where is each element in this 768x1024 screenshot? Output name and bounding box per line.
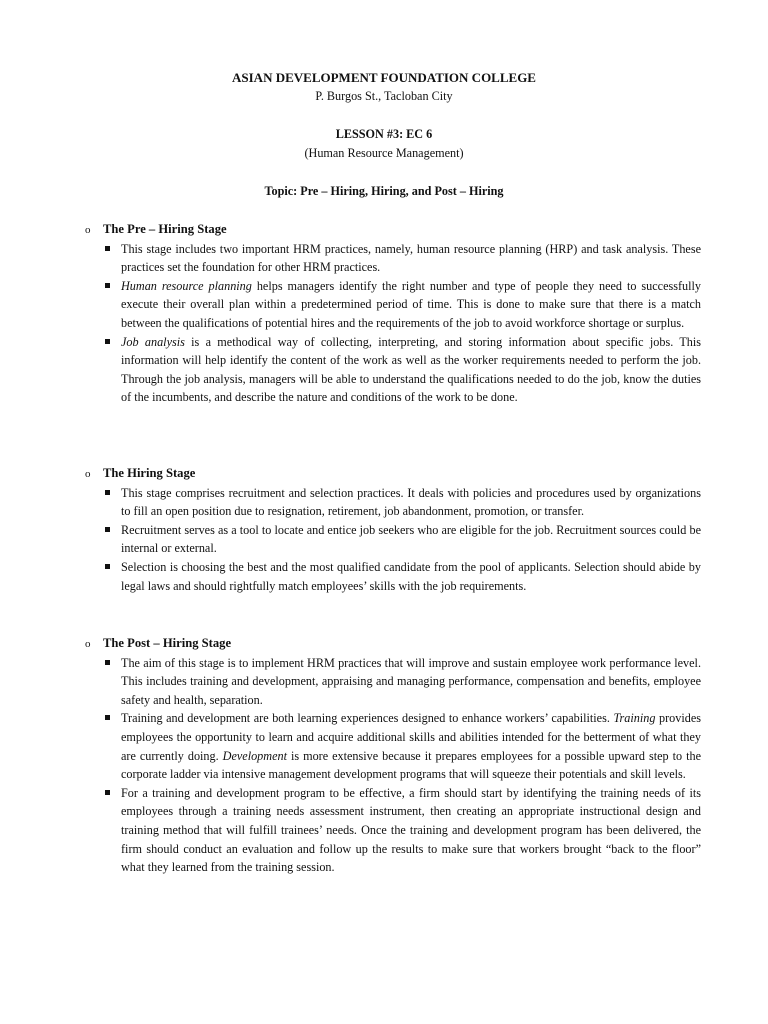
list-item	[85, 333, 701, 407]
list-item	[85, 521, 701, 558]
lesson-title: LESSON #3: EC 6	[335, 127, 433, 141]
college-address: P. Burgos St., Tacloban City	[315, 89, 453, 103]
list-item-text: This stage comprises recruitment and selection practices. It deals with policies and procedures used by organizations to fill an open position due to resignation, retirement, job abandonment, promotion, or transfer.	[121, 485, 701, 519]
subject-name: (Human Resource Management)	[304, 146, 464, 160]
term-italic: Human resource planning	[121, 278, 252, 293]
list-item-text: is a methodical way of collecting, interpreting, and storing information about specific jobs. This information will help identify the content of the work as well as the worker requirements needed to perform the job. Through the job analysis, managers will be able to understand the qualifications needed to do the job, know the duties of the incumbents, and describe the nature and conditions of the work to be done.	[121, 334, 702, 405]
circle-bullet-icon: o	[85, 224, 91, 236]
square-bullet-icon	[105, 283, 110, 288]
list-item-text: For a training and development program to be effective, a firm should start by identifying the training needs of its employees through a training needs assessment instrument, then creating an appropriate instructional design and training method that will fulfill trainees’ needs. Once the training and development program has been delivered, the firm should conduct an evaluation and follow up the results to make sure that workers brought “back to the floor” what they learned from the training session.	[121, 785, 701, 875]
term-italic: Job analysis	[121, 334, 185, 349]
term-italic: Training	[613, 711, 656, 726]
section-title	[85, 634, 701, 654]
list-item-text: The aim of this stage is to implement HRM practices that will improve and sustain employee work performance level. This includes training and development, appraising and managing performance, compensation and benefits, employee safety and health, separation.	[121, 655, 701, 707]
section-hiring	[85, 464, 701, 595]
square-bullet-icon	[105, 246, 110, 251]
list-item-text: provides employees the opportunity to learn and acquire additional skills and abilities intended for the betterment of what they are currently doing.	[121, 711, 701, 763]
bullet-list	[85, 654, 701, 877]
section-title-text: The Pre – Hiring Stage	[103, 222, 227, 236]
college-name: ASIAN DEVELOPMENT FOUNDATION COLLEGE	[232, 70, 536, 85]
square-bullet-icon	[105, 715, 110, 720]
bullet-list	[85, 484, 701, 596]
list-item	[85, 654, 701, 710]
document-header	[0, 68, 768, 201]
square-bullet-icon	[105, 564, 110, 569]
square-bullet-icon	[105, 339, 110, 344]
bullet-list	[85, 240, 701, 407]
square-bullet-icon	[105, 660, 110, 665]
section-title	[85, 220, 701, 240]
square-bullet-icon	[105, 527, 110, 532]
list-item-text: Recruitment serves as a tool to locate and entice job seekers who are eligible for the job. Recruitment sources could be internal or external.	[121, 522, 701, 556]
circle-bullet-icon: o	[85, 638, 91, 650]
section-title	[85, 464, 701, 484]
circle-bullet-icon: o	[85, 468, 91, 480]
list-item-text: is more extensive because it prepares employees for a possible upward step to the corporate ladder via intensive management development programs that will squeeze their potentials and skill levels.	[121, 748, 701, 782]
list-item-text: helps managers identify the right number and type of people they need to successfully execute their overall plan within a predetermined period of time. This is done to make sure that there is a match between the qualifications of potential hires and the requirements of the job to avoid workforce shortage or surplus.	[121, 278, 701, 330]
list-item-text: This stage includes two important HRM practices, namely, human resource planning (HRP) and task analysis. These practices set the foundation for other HRM practices.	[121, 241, 701, 275]
list-item	[85, 558, 701, 595]
section-post-hiring	[85, 634, 701, 877]
topic-title: Topic: Pre – Hiring, Hiring, and Post – Hiring	[264, 184, 504, 198]
section-pre-hiring	[85, 220, 701, 407]
list-item	[85, 240, 701, 277]
section-title-text: The Post – Hiring Stage	[103, 636, 232, 650]
list-item	[85, 484, 701, 521]
list-item	[85, 709, 701, 783]
list-item-text: Training and development are both learning experiences designed to enhance workers’ capabilities.	[121, 711, 614, 726]
term-italic: Development	[222, 748, 287, 763]
square-bullet-icon	[105, 790, 110, 795]
list-item-text: Selection is choosing the best and the most qualified candidate from the pool of applicants. Selection should abide by legal laws and should rightfully match employees’ skills with the job requirements.	[121, 559, 701, 593]
list-item	[85, 784, 701, 877]
section-title-text: The Hiring Stage	[103, 466, 196, 480]
square-bullet-icon	[105, 490, 110, 495]
list-item	[85, 277, 701, 333]
